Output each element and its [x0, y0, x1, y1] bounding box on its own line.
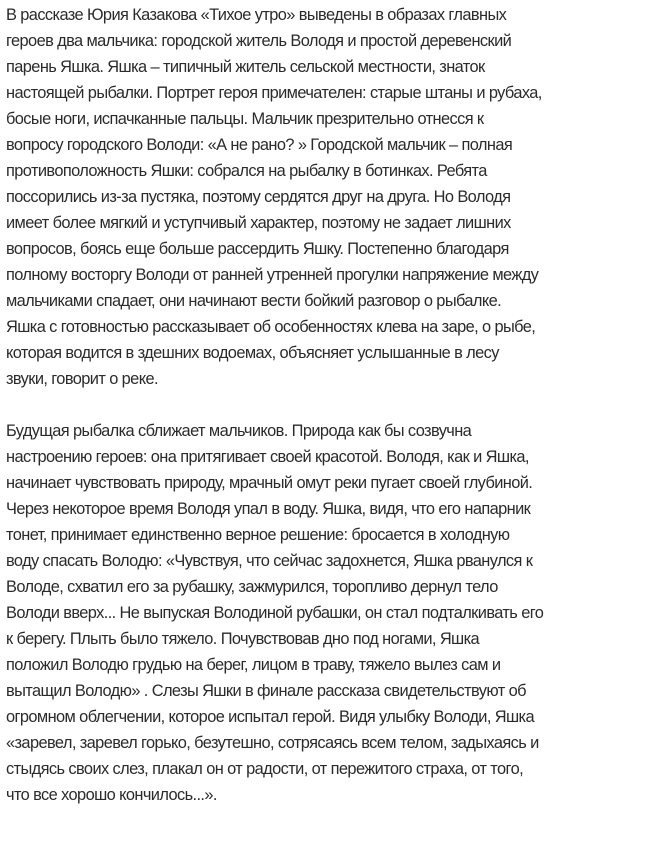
text-line: настроению героев: она притягивает своей красотой. Володя, как и Яшка,	[6, 448, 529, 466]
text-line: стыдясь своих слез, плакал он от радости, от пережитого страха, от того,	[6, 760, 524, 778]
text-line: Володе, схватил его за рубашку, зажмурился, торопливо дернул тело	[6, 578, 498, 596]
text-line: В рассказе Юрия Казакова «Тихое утро» выведены в образах главных	[6, 6, 507, 24]
text-line: что все хорошо кончилось...».	[6, 786, 217, 804]
text-line: Будущая рыбалка сближает мальчиков. Природа как бы созвучна	[6, 422, 472, 440]
text-line: мальчиками спадает, они начинают вести бойкий разговор о рыбалке.	[6, 292, 502, 310]
text-line: настоящей рыбалки. Портрет героя примечателен: старые штаны и рубаха,	[6, 84, 542, 102]
text-line: огромном облегчении, которое испытал герой. Видя улыбку Володи, Яшка	[6, 708, 534, 726]
text-line: звуки, говорит о реке.	[6, 370, 158, 388]
text-line: вопросу городского Володи: «А не рано? » Городской мальчик – полная	[6, 136, 513, 154]
text-line: начинает чувствовать природу, мрачный омут реки пугает своей глубиной.	[6, 474, 533, 492]
text-line: воду спасать Володю: «Чувствуя, что сейчас задохнется, Яшка рванулся к	[6, 552, 533, 570]
text-line: имеет более мягкий и уступчивый характер, поэтому не задает лишних	[6, 214, 511, 232]
text-line: парень Яшка. Яшка – типичный житель сельской местности, знаток	[6, 58, 485, 76]
text-line: которая водится в здешних водоемах, объясняет услышанные в лесу	[6, 344, 499, 362]
text-line: Через некоторое время Володя упал в воду. Яшка, видя, что его напарник	[6, 500, 531, 518]
document-body	[6, 2, 658, 808]
text-line: положил Володю грудью на берег, лицом в траву, тяжело вылез сам и	[6, 656, 501, 674]
text-line: Володи вверх... Не выпуская Володиной рубашки, он стал подталкивать его	[6, 604, 544, 622]
text-line: вытащил Володю» . Слезы Яшки в финале рассказа свидетельствуют об	[6, 682, 526, 700]
text-line: героев два мальчика: городской житель Володя и простой деревенский	[6, 32, 512, 50]
text-line: полному восторгу Володи от ранней утренней прогулки напряжение между	[6, 266, 539, 284]
text-line: вопросов, боясь еще больше рассердить Яшку. Постепенно благодаря	[6, 240, 509, 258]
text-line: к берегу. Плыть было тяжело. Почувствовав дно под ногами, Яшка	[6, 630, 480, 648]
text-line: тонет, принимает единственно верное решение: бросается в холодную	[6, 526, 510, 544]
paragraph-1	[6, 2, 658, 392]
text-line: босые ноги, испачканные пальцы. Мальчик презрительно отнесся к	[6, 110, 484, 128]
text-line: Яшка с готовностью рассказывает об особенностях клева на заре, о рыбе,	[6, 318, 536, 336]
paragraph-2	[6, 418, 658, 808]
text-line: противоположность Яшки: собрался на рыбалку в ботинках. Ребята	[6, 162, 487, 180]
text-line: «заревел, заревел горько, безутешно, сотрясаясь всем телом, задыхаясь и	[6, 734, 539, 752]
text-line: поссорились из-за пустяка, поэтому сердятся друг на друга. Но Володя	[6, 188, 511, 206]
